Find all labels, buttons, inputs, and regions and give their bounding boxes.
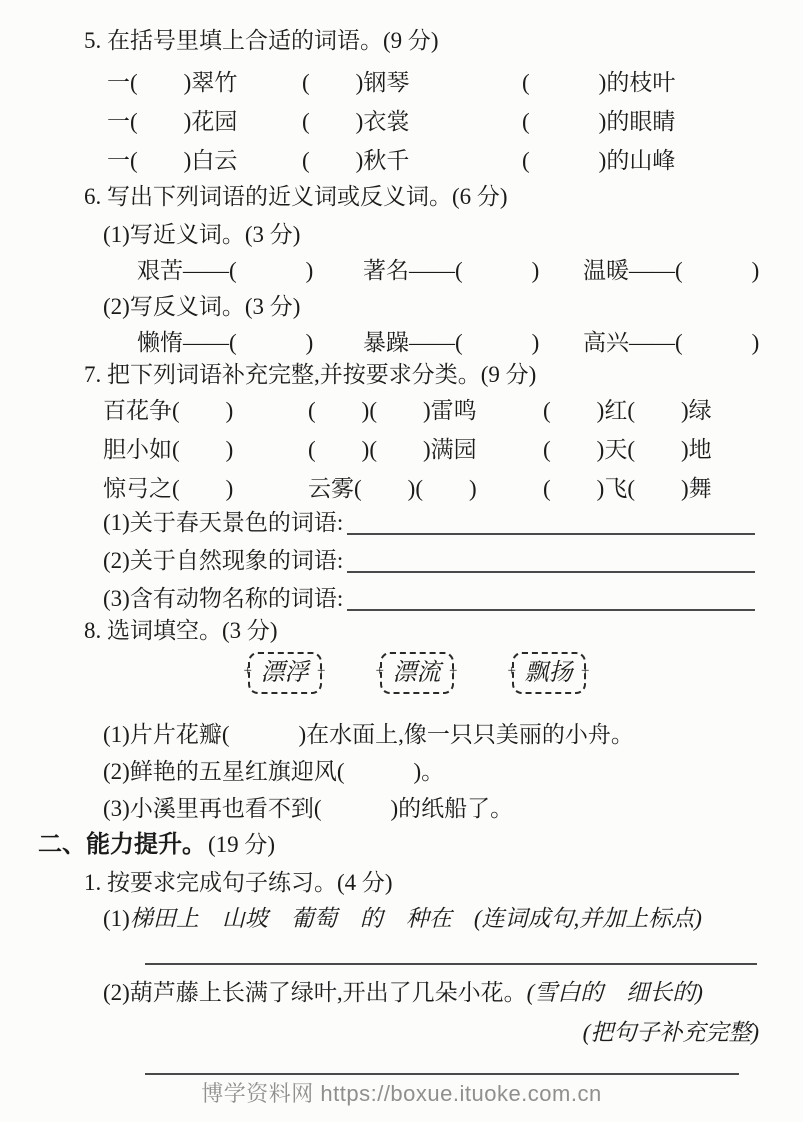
q8-item-3: (3)小溪里再也看不到( )的纸船了。: [103, 796, 514, 821]
answer-line: [145, 1073, 739, 1075]
q7-row-1: [103, 396, 773, 426]
q5-blank-cell: 一( )花园: [107, 109, 238, 134]
item1-instruction: (连词成句,并加上标点): [473, 906, 702, 931]
q5-blank-cell: ( )秋千: [302, 148, 410, 173]
question-7-title: 7. 把下列词语补充完整,并按要求分类。(9 分): [84, 362, 537, 387]
q6-blank-cell: 温暖——( ): [583, 258, 760, 283]
q7-fill-label: (1)关于春天景色的词语:: [103, 510, 344, 535]
q7-fill-label: (2)关于自然现象的词语:: [103, 548, 344, 573]
question-6-title: 6. 写出下列词语的近义词或反义词。(6 分): [84, 184, 508, 209]
q6-subtitle-synonyms: (1)写近义词。(3 分): [103, 222, 301, 247]
q6-blank-cell: 艰苦——( ): [137, 258, 314, 283]
answer-line: [347, 609, 755, 611]
q7-fill-animal: [103, 584, 755, 614]
q7-fill-label: (3)含有动物名称的词语:: [103, 586, 344, 611]
q5-blank-cell: ( )钢琴: [302, 70, 410, 95]
q8-option-box: + 飘扬 +: [512, 652, 586, 694]
q7-idiom-cell: ( )( )雷鸣: [308, 398, 477, 423]
q5-blank-cell: ( )衣裳: [302, 109, 410, 134]
q8-item-1: (1)片片花瓣( )在水面上,像一只只美丽的小舟。: [103, 722, 634, 747]
q5-blank-cell: ( )的枝叶: [522, 70, 676, 95]
q7-idiom-cell: ( )天( )地: [543, 437, 712, 462]
q7-idiom-cell: 惊弓之( ): [103, 476, 234, 501]
q7-idiom-cell: 百花争( ): [103, 398, 234, 423]
q6-blank-cell: 懒惰——( ): [137, 330, 314, 355]
q7-idiom-cell: 云雾( )( ): [308, 476, 477, 501]
q7-idiom-cell: 胆小如( ): [103, 437, 234, 462]
item2-instruction: (把句子补充完整): [582, 1020, 759, 1045]
q5-blank-cell: 一( )翠竹: [107, 70, 238, 95]
section-2-title: [38, 830, 275, 860]
q7-fill-spring: [103, 508, 755, 538]
q5-row-2: [107, 107, 767, 137]
section2-item-1: [103, 904, 702, 934]
site-watermark: 博学资料网 https://boxue.ituoke.com.cn: [201, 1081, 602, 1106]
q7-idiom-cell: ( )飞( )舞: [543, 476, 712, 501]
section2-q1-title: 1. 按要求完成句子练习。(4 分): [84, 870, 393, 895]
q5-row-3: [107, 146, 767, 176]
section2-item-2: [103, 978, 703, 1008]
question-8-title: 8. 选词填空。(3 分): [84, 618, 278, 643]
item2-sentence: (2)葫芦藤上长满了绿叶,开出了几朵小花。: [103, 980, 527, 1005]
q7-row-2: [103, 435, 773, 465]
item1-number: (1): [103, 906, 130, 931]
q6-blank-cell: 高兴——( ): [583, 330, 760, 355]
q5-blank-cell: ( )的山峰: [522, 148, 676, 173]
answer-line: [145, 963, 757, 965]
q5-blank-cell: ( )的眼睛: [522, 109, 676, 134]
item2-word-choices: (雪白的 细长的): [526, 980, 703, 1005]
q7-idiom-cell: ( )( )满园: [308, 437, 477, 462]
section-2-title-text: 二、能力提升。: [38, 831, 206, 858]
section-2-score: (19 分): [208, 832, 276, 857]
q7-fill-nature: [103, 546, 755, 576]
q8-word-options: [30, 652, 803, 694]
q6-subtitle-antonyms: (2)写反义词。(3 分): [103, 294, 301, 319]
q6-blank-cell: 暴躁——( ): [363, 330, 540, 355]
q6-antonym-row: [137, 328, 777, 358]
answer-line: [347, 571, 755, 573]
q8-option-box: + 漂浮 +: [248, 652, 322, 694]
item1-scrambled-words: 梯田上 山坡 葡萄 的 种在: [129, 906, 452, 931]
q6-synonym-row: [137, 256, 777, 286]
q8-item-2: (2)鲜艳的五星红旗迎风( )。: [103, 759, 445, 784]
q6-blank-cell: 著名——( ): [363, 258, 540, 283]
q8-option-box: + 漂流 +: [380, 652, 454, 694]
answer-line: [347, 533, 755, 535]
q7-idiom-cell: ( )红( )绿: [543, 398, 712, 423]
q5-blank-cell: 一( )白云: [107, 148, 238, 173]
q5-row-1: [107, 68, 767, 98]
q7-row-3: [103, 474, 773, 504]
question-5-title: 5. 在括号里填上合适的词语。(9 分): [84, 28, 439, 53]
